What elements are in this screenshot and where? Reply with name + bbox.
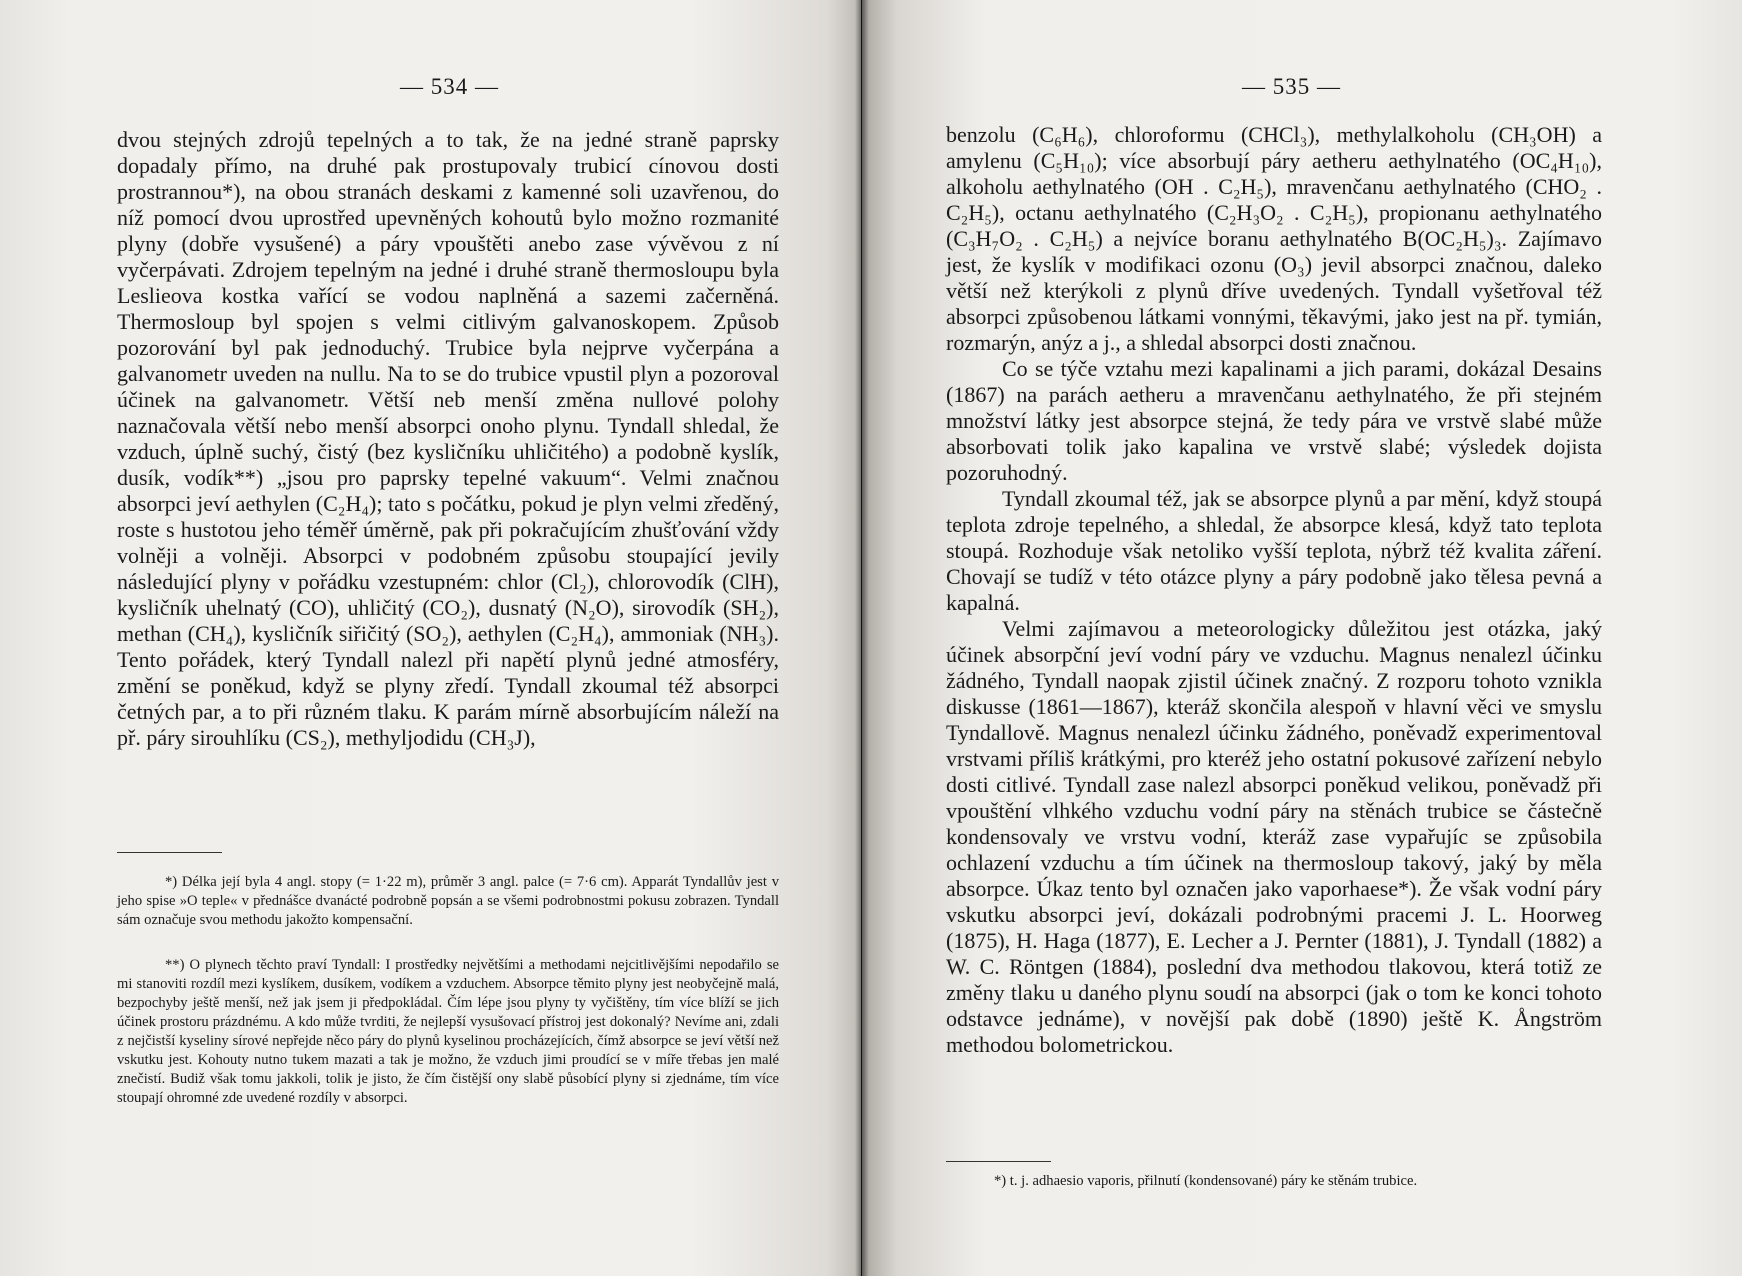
left-page <box>0 0 861 1276</box>
paragraph: Velmi zajímavou a meteorologicky důležitou jest otázka, jaký účinek absorpční jeví vodní páry ve vzduchu. Magnus nenalezl účinku žádného, Tyndall naopak zjistil účinek značný. Z rozporu tohoto vznikla diskusse (1861—1867), kteráž skončila alespoň v hlavní věci ve smyslu Tyndallově. Magnus nenalezl účinku žádného, poněvadž experimentoval vrstvami příliš krátkými, pro kteréž jeho ostatní pokusové zařízení nebylo dosti citlivé. Tyndall zase nalezl absorpci poněkud velikou, poněvadž při vpouštění vlhkého vzduchu vodní páry na stěnách trubice se částečně kondensovaly ve vrstvu vodní, kteráž zase vypařujíc se způsobila ochlazení vzduchu a tím účinek na thermosloup takový, jaký by měla absorpce. Úkaz tento byl označen jako vaporhaese*). Že však vodní páry vskutku absorpci jeví, dokázali podrobnými pracemi J. L. Hoorweg (1875), H. Haga (1877), E. Lecher a J. Pernter (1881), J. Tyndall (1882) a W. C. Röntgen (1884), poslední dva methodou tlakovou, která totiž ze změny tlaku u daného plynu soudí na absorpci (jak o tom ke konci tohoto odstavce jednáme), v novější pak době (1890) ještě K. Ångström methodou bolometrickou. <box>946 616 1602 1057</box>
page-number: — 534 — <box>400 74 499 99</box>
paragraph: benzolu (C₆H₆), chloroformu (CHCl₃), methylalkoholu (CH₃OH) a amylenu (C₅H₁₀); více absorbují páry aetheru aethylnatého (OC₄H₁₀), alkoholu aethylnatého (OH . C₂H₅), mravenčanu aethylnatého (CHO₂ . C₂H₅), octanu aethylnatého (C₂H₃O₂ . C₂H₅), propionanu aethylnatého (C₃H₇O₂ . C₂H₅) a nejvíce boranu aethylnatého B(OC₂H₅)₃. Zajímavo jest, že kyslík v modifikaci ozonu (O₃) jevil absorpci značnou, daleko větší než kterýkoli z plynů dříve uvedených. Tyndall vyšetřoval též absorpci způsobenou látkami vonnými, těkavými, jako jest na př. tymián, rozmarýn, anýz a j., a shledal absorpci dosti značnou. <box>946 122 1602 355</box>
book-gutter <box>855 0 869 1276</box>
footnote-text: **) O plynech těchto praví Tyndall: I prostředky největšími a methodami nejcitlivějšími nepodařilo se mi stanoviti rozdíl mezi kyslíkem, dusíkem, vodíkem a vzduchem. Absorpce těmito plyny jest neobyčejně malá, bezpochyby ještě menší, než jak jsem ji předpokládal. Čím lépe jsou plyny ty vyčištěny, tím více blíží se jich účinek prostoru prázdnému. A kdo může tvrditi, že nejlepší vysušovací přístroj jest dokonalý? Nevíme ani, zdali z nejčistší kyseliny sírové nepřejde něco páry do plynů kyselinou procházejících, čímž absorpce se jeví větší než vskutku jest. Kohouty nutno tukem mazati a tak je možno, že vzduch jimi proudící se v míře třebas jen malé znečistí. Budiž však tomu jakkoli, tolik je jisto, že čím čistější ony slabě působící plyny si zjednáme, tím více stoupají ohromné zde uvedené rozdíly v absorpci. <box>117 957 779 1106</box>
footnote-rule <box>117 852 222 853</box>
paragraph: Tyndall zkoumal též, jak se absorpce plynů a par mění, když stoupá teplota zdroje tepelného, a shledal, že absorpce klesá, když tato teplota stoupá. Rozhoduje však netoliko vyšší teplota, nýbrž též kvalita záření. Chovají se tudíž v této otázce plyny a páry podobně jako tělesa pevná a kapalná. <box>946 486 1602 615</box>
footnote <box>117 956 779 1108</box>
footnote-rule <box>946 1161 1051 1162</box>
page-number: — 535 — <box>1242 74 1341 99</box>
footnote-text: *) Délka její byla 4 angl. stopy (= 1·22 m), průměr 3 angl. palce (= 7·6 cm). Apparát Tyndallův jest v jeho spise »O teple« v přednášce dvanácté podrobně popsán a se všemi podrobnostmi pokusu zobrazen. Tyndall sám označuje svou methodu jakožto kompensační. <box>117 874 779 928</box>
right-page <box>862 0 1742 1276</box>
footnote <box>117 873 779 930</box>
body-text <box>946 122 1602 1058</box>
footnote-text: *) t. j. adhaesio vaporis, přilnutí (kondensované) páry ke stěnám trubice. <box>994 1173 1418 1189</box>
paragraph: Co se týče vztahu mezi kapalinami a jich parami, dokázal Desains (1867) na parách aetheru a mravenčanu aethylnatého, že při stejném množství látky jest absorpce stejná, že tedy pára ve vrstvě slabé může absorbovati tolik jako kapalina ve vrstvě slabé; výsledek dojista pozoruhodný. <box>946 356 1602 485</box>
body-text <box>117 127 779 751</box>
footnote <box>946 1172 1602 1191</box>
paragraph: dvou stejných zdrojů tepelných a to tak, že na jedné straně paprsky dopadaly přímo, na druhé pak prostupovaly trubicí cínovou dosti prostrannou*), na obou stranách deskami z kamenné soli uzavřenou, do níž pomocí dvou uprostřed upevněných kohoutů bylo možno rozmanité plyny (dobře vysušené) a páry vpouštěti anebo zase vývěvou z ní vyčerpávati. Zdrojem tepelným na jedné i druhé straně thermosloupu byla Leslieova kostka vařící se vodou naplněná a sazemi začerněná. Thermosloup byl spojen s velmi citlivým galvanoskopem. Způsob pozorování byl pak jednoduchý. Trubice byla nejprve vyčerpána a galvanometr uveden na nullu. Na to se do trubice vpustil plyn a pozoroval účinek na galvanometr. Větší neb menší změna nullové polohy naznačovala větší nebo menší absorpci onoho plynu. Tyndall shledal, že vzduch, úplně suchý, čistý (bez kysličníku uhličitého) a podobně kyslík, dusík, vodík**) „jsou pro paprsky tepelné vakuum“. Velmi značnou absorpci jeví aethylen (C₂H₄); tato s počátku, pokud je plyn velmi zředěný, roste s hustotou jeho téměř úměrně, pak při pokračujícím zhušťování vždy volněji a volněji. Absorpci v podobném způsobu stoupající jevily následující plyny v pořádku vzestupném: chlor (Cl₂), chlorovodík (ClH), kysličník uhelnatý (CO), uhličitý (CO₂), dusnatý (N₂O), sirovodík (SH₂), methan (CH₄), kysličník siřičitý (SO₂), aethylen (C₂H₄), ammoniak (NH₃). Tento pořádek, který Tyndall nalezl při napětí plynů jedné atmosféry, změní se poněkud, když se plyny zředí. Tyndall zkoumal též absorpci četných par, a to při různém tlaku. K parám mírně absorbujícím náleží na př. páry sirouhlíku (CS₂), methyljodidu (CH₃J), <box>117 127 779 750</box>
